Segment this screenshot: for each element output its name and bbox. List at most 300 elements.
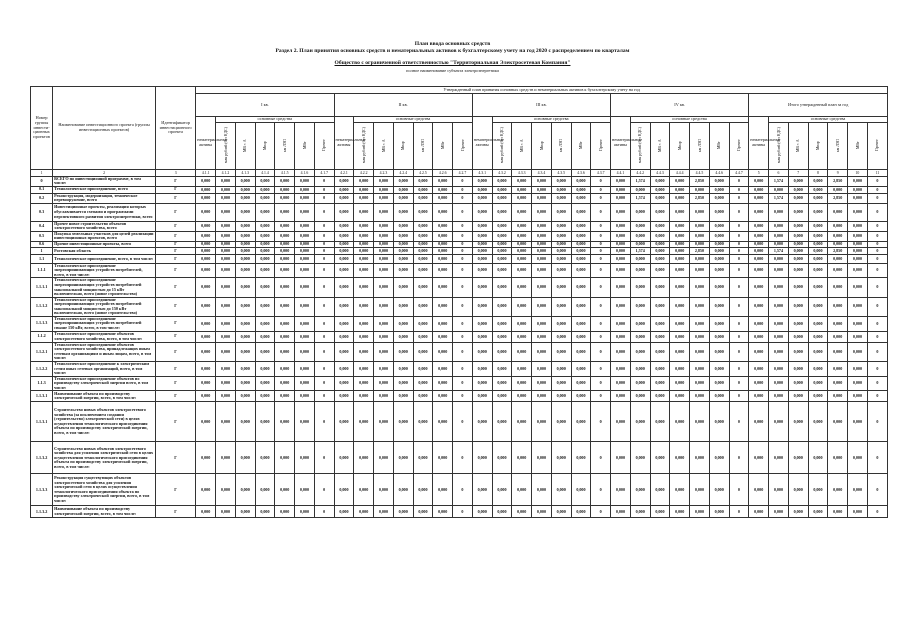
row-value: 0,000 [749,263,769,278]
row-value: 0 [867,442,887,474]
row-value: 0,000 [749,442,769,474]
row-value: 0,000 [551,391,571,402]
row-id: Г [155,361,195,376]
row-value: 0,000 [374,247,394,254]
row-value: 0 [591,263,611,278]
row-value: 0,000 [433,186,453,193]
row-value: 0,000 [571,176,591,186]
row-value: 0,000 [611,342,631,361]
col-head-sub: МВ×А [235,122,255,169]
row-id: Г [155,263,195,278]
row-value: 0,000 [216,263,236,278]
row-value: 0,000 [354,474,374,506]
row-name: Строительство новых объектов электросетевого хозяйства (за исключением создания (строительство) электрической сети) в целях осуществления технологического присоединения объекта по производству электрической энергии, всего, в том числе: [53,402,156,442]
row-value: 0,000 [433,221,453,231]
row-value: 1,574 [630,176,650,186]
row-value: 0 [453,402,473,442]
row-value: 0 [591,247,611,254]
row-value: 0,000 [433,506,453,518]
row-value: 0,000 [235,442,255,474]
row-value: 0,000 [709,278,729,297]
row-value: 0,000 [196,316,216,331]
row-value: 0 [729,342,749,361]
row-id: Г [155,186,195,193]
col-head-plan: Утвержденный план принятия основных средств и нематериальных активов к бухгалтерскому учету на год [196,87,888,94]
row-value: 0,000 [216,247,236,254]
row-value: 0,000 [670,241,690,247]
col-head-sub: Мвар [808,122,828,169]
row-value: 2,850 [690,176,710,186]
row-value: 0,000 [393,176,413,186]
row-value: 0 [314,506,334,518]
row-value: 0,000 [828,506,848,518]
row-value: 0,000 [611,297,631,316]
row-value: 0,000 [512,231,532,241]
col-number: 4.3.5 [551,169,571,176]
row-value: 0,000 [848,247,868,254]
row-value: 0,000 [571,247,591,254]
row-value: 0 [867,193,887,203]
row-value: 0,000 [611,254,631,263]
row-value: 0,000 [848,506,868,518]
col-head-group-no: Номер группы инвести-ционных проектов [31,87,53,170]
row-number: 0.3 [31,203,53,221]
row-value: 0,000 [472,263,492,278]
row-id: Г [155,402,195,442]
row-value: 0,000 [630,442,650,474]
row-value: 0,000 [255,331,275,342]
row-value: 0,000 [235,342,255,361]
col-head-nma: нематериальные активы [749,117,769,170]
row-value: 1,574 [630,247,650,254]
row-value: 0 [729,331,749,342]
row-value: 0,000 [749,361,769,376]
row-value: 0 [867,376,887,391]
row-value: 0,000 [334,316,354,331]
col-head-sub: Прочее [314,122,334,169]
row-value: 0,000 [532,342,552,361]
row-value: 0,000 [196,342,216,361]
row-value: 0,000 [492,474,512,506]
row-value: 0,000 [472,254,492,263]
row-value: 0 [314,342,334,361]
col-head-sub: км ЛЭП [413,122,433,169]
row-value: 0,000 [769,331,789,342]
row-name: Реконструкция, модернизация, техническое перевооружение, всего [53,193,156,203]
row-value: 0,000 [374,231,394,241]
row-value: 0,000 [334,203,354,221]
row-value: 0,000 [275,186,295,193]
row-value: 0,000 [196,247,216,254]
col-number: 11 [867,169,887,176]
row-value: 0,000 [216,297,236,316]
row-value: 0,000 [650,241,670,247]
row-value: 0,000 [709,391,729,402]
row-value: 0,000 [611,361,631,376]
col-head-nma: нематериальные активы [472,117,492,170]
row-value: 0,000 [690,402,710,442]
row-value: 0,000 [472,506,492,518]
row-id: Г [155,331,195,342]
row-value: 0,000 [690,474,710,506]
table-row [31,342,888,361]
row-value: 0,000 [828,342,848,361]
row-value: 0,000 [255,254,275,263]
col-number: 4.4.6 [709,169,729,176]
row-value: 0,000 [393,254,413,263]
row-value: 0,000 [690,391,710,402]
table-row [31,442,888,474]
table-row [31,474,888,506]
row-id: Г [155,221,195,231]
row-value: 1,574 [769,247,789,254]
row-name: Технологическое присоединение объектов электросетевого хозяйства, принадлежащих иным сетевым организациям и иным лицам, всего, в том числе: [53,342,156,361]
row-value: 0,000 [235,203,255,221]
row-number: 0.5 [31,231,53,241]
row-value: 0,000 [690,221,710,231]
row-value: 0,000 [492,331,512,342]
col-head-os: основные средства [216,117,335,123]
row-value: 0,000 [551,186,571,193]
row-value: 0,000 [295,193,315,203]
row-value: 0,000 [472,342,492,361]
row-value: 0,000 [611,193,631,203]
row-value: 0 [453,474,473,506]
row-value: 0,000 [255,361,275,376]
row-value: 0 [453,247,473,254]
row-value: 1,574 [769,193,789,203]
row-value: 0,000 [808,254,828,263]
row-value: 0,000 [255,474,275,506]
row-value: 0,000 [551,247,571,254]
row-value: 0,000 [551,506,571,518]
row-value: 0,000 [393,342,413,361]
row-value: 0,000 [354,193,374,203]
row-value: 0 [867,331,887,342]
row-value: 0,000 [216,278,236,297]
row-value: 0,000 [630,297,650,316]
row-value: 0,000 [828,442,848,474]
row-value: 0 [591,402,611,442]
row-value: 0,000 [235,316,255,331]
row-value: 0,000 [196,402,216,442]
row-value: 0,000 [433,342,453,361]
row-value: 0 [453,391,473,402]
table-row [31,221,888,231]
row-value: 0,000 [433,176,453,186]
row-id: Г [155,506,195,518]
row-value: 0,000 [848,186,868,193]
row-value: 0,000 [196,263,216,278]
row-value: 0,000 [492,241,512,247]
row-value: 0,000 [235,186,255,193]
row-value: 0 [729,278,749,297]
row-value: 0,000 [828,402,848,442]
row-value: 0,000 [413,263,433,278]
row-value: 0,000 [709,263,729,278]
col-number: 3 [155,169,195,176]
row-value: 0,000 [848,474,868,506]
col-number: 4.2.5 [413,169,433,176]
row-value: 0,000 [808,361,828,376]
row-value: 0 [591,176,611,186]
row-value: 0,000 [769,442,789,474]
row-value: 0,000 [393,331,413,342]
row-value: 0,000 [808,442,828,474]
row-value: 0,000 [670,361,690,376]
row-value: 0,000 [216,442,236,474]
col-head-sub: млн рублей (без НДС) [354,122,374,169]
row-value: 0,000 [808,263,828,278]
row-value: 0,000 [413,391,433,402]
row-value: 0,000 [788,391,808,402]
row-value: 0 [591,331,611,342]
row-value: 0,000 [571,254,591,263]
row-value: 0,000 [295,241,315,247]
org-name: Общество с ограниченной ответственностью "Территориальная Электросетевая Компания" [334,60,571,66]
row-value: 0,000 [374,203,394,221]
col-head-sub: Прочее [729,122,749,169]
row-value: 0,000 [828,316,848,331]
row-value: 0,000 [512,186,532,193]
row-value: 0,000 [749,193,769,203]
row-name: Строительство новых объектов электросетевого хозяйства для усиления электрической сети в целях осуществления технологического присоединения объекта по производству электрической энергии, всего, в том числе: [53,442,156,474]
col-head-sub: км ЛЭП [551,122,571,169]
row-value: 0,000 [848,402,868,442]
row-value: 0,000 [354,342,374,361]
row-value: 0,000 [690,231,710,241]
table-row [31,361,888,376]
row-value: 0 [591,254,611,263]
row-value: 0 [729,474,749,506]
col-number: 7 [788,169,808,176]
row-value: 0,000 [295,391,315,402]
col-head-os: основные средства [769,117,888,123]
row-value: 0 [453,297,473,316]
row-value: 0,000 [413,254,433,263]
table-row [31,376,888,391]
row-value: 0,000 [512,297,532,316]
row-value: 0,000 [216,203,236,221]
row-value: 0,000 [512,402,532,442]
col-number: 4.3.1 [472,169,492,176]
row-value: 0,000 [650,402,670,442]
row-value: 0,000 [413,193,433,203]
row-value: 0,000 [571,221,591,231]
row-value: 0,000 [808,391,828,402]
row-value: 0,000 [512,254,532,263]
row-value: 0,000 [709,176,729,186]
row-value: 0,000 [571,391,591,402]
row-value: 0,000 [255,241,275,247]
row-value: 0,000 [472,221,492,231]
row-value: 0,000 [235,331,255,342]
row-value: 0,000 [235,506,255,518]
table-row [31,331,888,342]
row-name: Ростовская область [53,247,156,254]
row-value: 1,574 [769,176,789,186]
row-value: 0,000 [788,474,808,506]
row-value: 0,000 [749,316,769,331]
row-value: 0,000 [235,241,255,247]
row-value: 0 [867,278,887,297]
row-value: 0 [591,391,611,402]
row-value: 0 [314,402,334,442]
row-value: 0 [729,221,749,231]
row-value: 0,000 [769,402,789,442]
row-value: 0,000 [413,331,433,342]
row-value: 0,000 [374,221,394,231]
row-value: 0,000 [749,254,769,263]
row-value: 0,000 [769,391,789,402]
row-value: 0,000 [413,278,433,297]
row-value: 0,000 [532,474,552,506]
row-value: 0,000 [650,442,670,474]
row-value: 0,000 [532,331,552,342]
row-value: 0 [314,474,334,506]
row-value: 0,000 [650,231,670,241]
row-value: 0,000 [433,241,453,247]
row-value: 0,000 [512,474,532,506]
row-value: 0,000 [275,376,295,391]
row-value: 0,000 [255,391,275,402]
row-value: 0,000 [532,506,552,518]
row-id: Г [155,442,195,474]
row-id: Г [155,278,195,297]
row-value: 0,000 [275,331,295,342]
row-value: 0,000 [492,263,512,278]
row-value: 0,000 [808,342,828,361]
row-value: 0 [729,316,749,331]
row-value: 2,850 [828,176,848,186]
row-value: 0,000 [393,193,413,203]
row-name: Наименование объекта по производству электрической энергии, всего, в том числе: [53,506,156,518]
row-value: 0,000 [611,316,631,331]
row-value: 0,000 [216,254,236,263]
row-value: 0,000 [492,278,512,297]
row-value: 0,000 [374,402,394,442]
col-head-sub: млн рублей (без НДС) [630,122,650,169]
row-value: 0,000 [196,278,216,297]
col-head-os: основные средства [354,117,473,123]
col-head-nma: нематериальные активы [196,117,216,170]
row-value: 0,000 [374,254,394,263]
row-value: 0,000 [433,254,453,263]
row-value: 0,000 [255,186,275,193]
row-value: 0,000 [828,263,848,278]
row-value: 0,000 [788,361,808,376]
row-value: 0,000 [670,391,690,402]
row-value: 0,000 [492,231,512,241]
row-value: 0,000 [769,186,789,193]
col-number: 4.4.1 [611,169,631,176]
row-value: 0,000 [709,506,729,518]
row-value: 0,000 [551,278,571,297]
col-head-sub: МВ×А [650,122,670,169]
row-value: 0,000 [295,361,315,376]
row-value: 0,000 [196,376,216,391]
row-value: 0,000 [433,297,453,316]
row-value: 0,000 [492,247,512,254]
table-row [31,391,888,402]
row-value: 0,000 [630,241,650,247]
row-value: 0 [867,391,887,402]
row-value: 0,000 [512,193,532,203]
col-head-group-name: Наименование инвестиционного проекта (группы инвестиционных проектов) [53,87,156,170]
row-value: 0 [867,402,887,442]
row-value: 0,000 [808,316,828,331]
input-plan-table [30,86,888,518]
row-value: 0,000 [492,203,512,221]
row-value: 0,000 [551,231,571,241]
col-head-sub: МВ×А [788,122,808,169]
row-number: 1.1.3 [31,376,53,391]
row-value: 0,000 [709,193,729,203]
table-row [31,506,888,518]
row-value: 0,000 [650,278,670,297]
row-value: 0,000 [788,176,808,186]
row-value: 0,000 [374,297,394,316]
row-value: 0 [314,263,334,278]
row-value: 0,000 [788,331,808,342]
row-value: 0,000 [808,203,828,221]
row-value: 0,000 [472,316,492,331]
col-head-sub: МВт [848,122,868,169]
row-value: 0 [453,278,473,297]
row-value: 0,000 [571,442,591,474]
row-value: 0,000 [472,361,492,376]
row-value: 0,000 [512,221,532,231]
row-value: 0,000 [354,186,374,193]
row-value: 0,000 [788,203,808,221]
row-value: 0,000 [571,186,591,193]
col-head-id: Идентификатор инвестиционного проекта [155,87,195,170]
row-value: 0,000 [630,203,650,221]
row-value: 0,000 [196,391,216,402]
row-value: 0,000 [512,442,532,474]
row-value: 0,000 [848,263,868,278]
row-value: 0,000 [472,203,492,221]
row-value: 0,000 [769,297,789,316]
row-value: 0,000 [472,247,492,254]
row-value: 0,000 [650,331,670,342]
row-value: 0,000 [216,176,236,186]
row-value: 0,000 [492,402,512,442]
row-value: 0,000 [374,263,394,278]
row-value: 0,000 [611,331,631,342]
row-value: 0,000 [354,402,374,442]
row-value: 0,000 [295,186,315,193]
row-value: 0 [314,297,334,316]
row-value: 0,000 [235,402,255,442]
row-value: 0,000 [551,316,571,331]
row-value: 0,000 [235,231,255,241]
row-value: 0 [867,297,887,316]
row-value: 0,000 [334,506,354,518]
row-name: Технологическое присоединение энергопринимающих устройств потребителей максимальной мощностью до 15 кВт включительно, всего (новое строительство) [53,278,156,297]
col-head-sub: млн рублей (без НДС) [769,122,789,169]
row-value: 0,000 [690,241,710,247]
row-value: 0 [729,247,749,254]
row-value: 0,000 [295,176,315,186]
row-value: 0,000 [551,442,571,474]
row-value: 0 [729,254,749,263]
row-value: 0,000 [571,231,591,241]
row-value: 0,000 [196,176,216,186]
row-value: 0,000 [690,297,710,316]
row-value: 0,000 [354,297,374,316]
row-value: 0 [591,203,611,221]
